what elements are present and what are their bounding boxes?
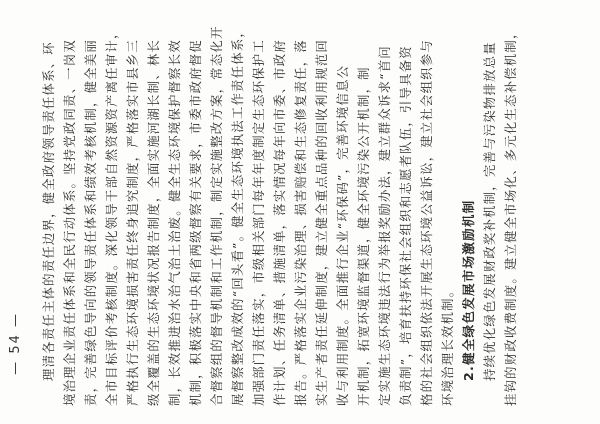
body-line: 合督察组的督导机制和工作机制，制定实施整改方案，常态化开	[209, 25, 224, 406]
body-line: 定实施生态环境违法行为举报奖励办法，建立群众诉求“首问	[377, 45, 392, 406]
page-number: — 54 —	[8, 312, 23, 375]
body-line: 报告。严格落实企业污染治理、损害赔偿和生态修复责任，落	[293, 39, 308, 406]
body-line: 开机制，拓宽环境监督渠道，健全环境污染公开机制，制	[356, 66, 371, 406]
body-text	[38, 18, 586, 406]
body-line: 环境治理长效机制。	[440, 283, 455, 406]
body-line: 负责制”，培育扶持环保社会组织和志愿者队伍，引导具备资	[398, 45, 413, 406]
section-heading: 2.健全绿色发展市场激励机制	[461, 199, 476, 381]
body-line: 级全覆盖的生态环境状况报告制度，全面实施河湖长制、林长	[146, 39, 161, 406]
body-line: 持续优化绿色发展财政奖补机制，完善与污染物排放总量	[482, 41, 497, 381]
body-line: 格的社会组织依法开展生态环境公益诉讼，建立社会组织参与	[419, 39, 434, 406]
body-line: 展督察整改成效的“回头看”。健全生态环境执法工作责任体系，	[230, 23, 245, 406]
rotated-text-block	[32, 0, 592, 424]
body-line: 全市目标评价考核制度。深化领导干部自然资源资产离任审计，	[104, 25, 119, 406]
body-line: 机制，积极落实中央和省两级督察有关要求，市委市政府督促	[188, 39, 203, 406]
body-line: 收与利用制度。全面推行企业“环保码”，完善环境信息公	[335, 64, 350, 406]
body-line: 加强部门责任落实，市级相关部门每年年度制定生态环保护工	[251, 39, 266, 406]
body-line: 挂钩的财政收费制度。建立健全市场化、多元化生态补偿机制，	[503, 25, 518, 406]
body-line: 制，长效推进治水治气治土治废。健全生态环境保护督察长效	[167, 39, 182, 406]
body-line: 作计划、任务清单、措施清单，落实情况每年向市委、市政府	[272, 39, 287, 406]
body-line: 严格执行生态环境损害责任终身追究制度，严格落实市县乡三	[125, 39, 140, 406]
body-line: 实生产者责任延伸制度，建立健全重点品种的回收利用规范回	[314, 39, 329, 406]
body-line: 责，完善绿色导向的领导责任体系和绩效考核机制，健全美丽	[83, 39, 98, 406]
body-line: 理清各责任主体的责任边界，健全政府领导责任体系、环	[41, 41, 56, 381]
body-line: 境治理企业责任体系和全民行动体系。坚持党政同责、一岗双	[62, 39, 77, 406]
